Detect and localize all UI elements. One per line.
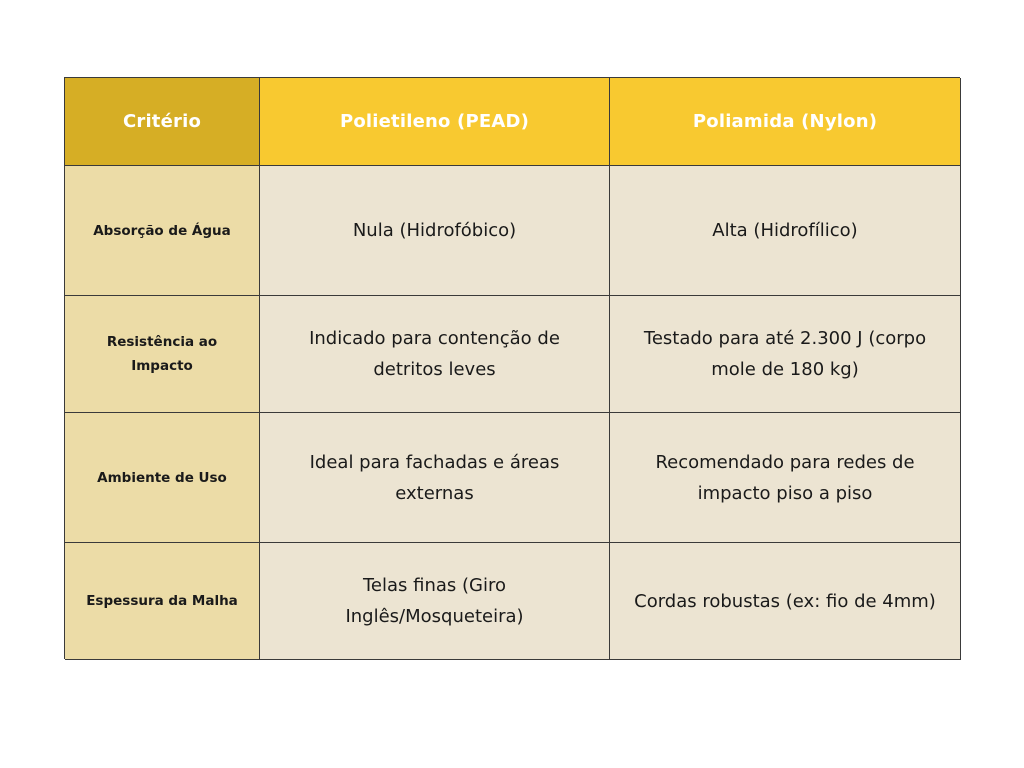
- header-nylon: Poliamida (Nylon): [610, 78, 961, 166]
- row-ambiente-pead: Ideal para fachadas e áreas externas: [260, 413, 610, 543]
- row-resistencia-pead: Indicado para contenção de detritos leves: [260, 296, 610, 413]
- header-pead: Polietileno (PEAD): [260, 78, 610, 166]
- row-ambiente-nylon: Recomendado para redes de impacto piso a piso: [610, 413, 961, 543]
- row-absorcao-criterion: Absorção de Água: [65, 166, 260, 296]
- comparison-table: [64, 77, 960, 659]
- row-ambiente-criterion: Ambiente de Uso: [65, 413, 260, 543]
- row-espessura-pead: Telas finas (Giro Inglês/Mosqueteira): [260, 543, 610, 660]
- header-criterio: Critério: [65, 78, 260, 166]
- row-resistencia-criterion: Resistência ao Impacto: [65, 296, 260, 413]
- row-resistencia-nylon: Testado para até 2.300 J (corpo mole de 180 kg): [610, 296, 961, 413]
- row-absorcao-pead: Nula (Hidrofóbico): [260, 166, 610, 296]
- row-espessura-criterion: Espessura da Malha: [65, 543, 260, 660]
- row-espessura-nylon: Cordas robustas (ex: fio de 4mm): [610, 543, 961, 660]
- row-absorcao-nylon: Alta (Hidrofílico): [610, 166, 961, 296]
